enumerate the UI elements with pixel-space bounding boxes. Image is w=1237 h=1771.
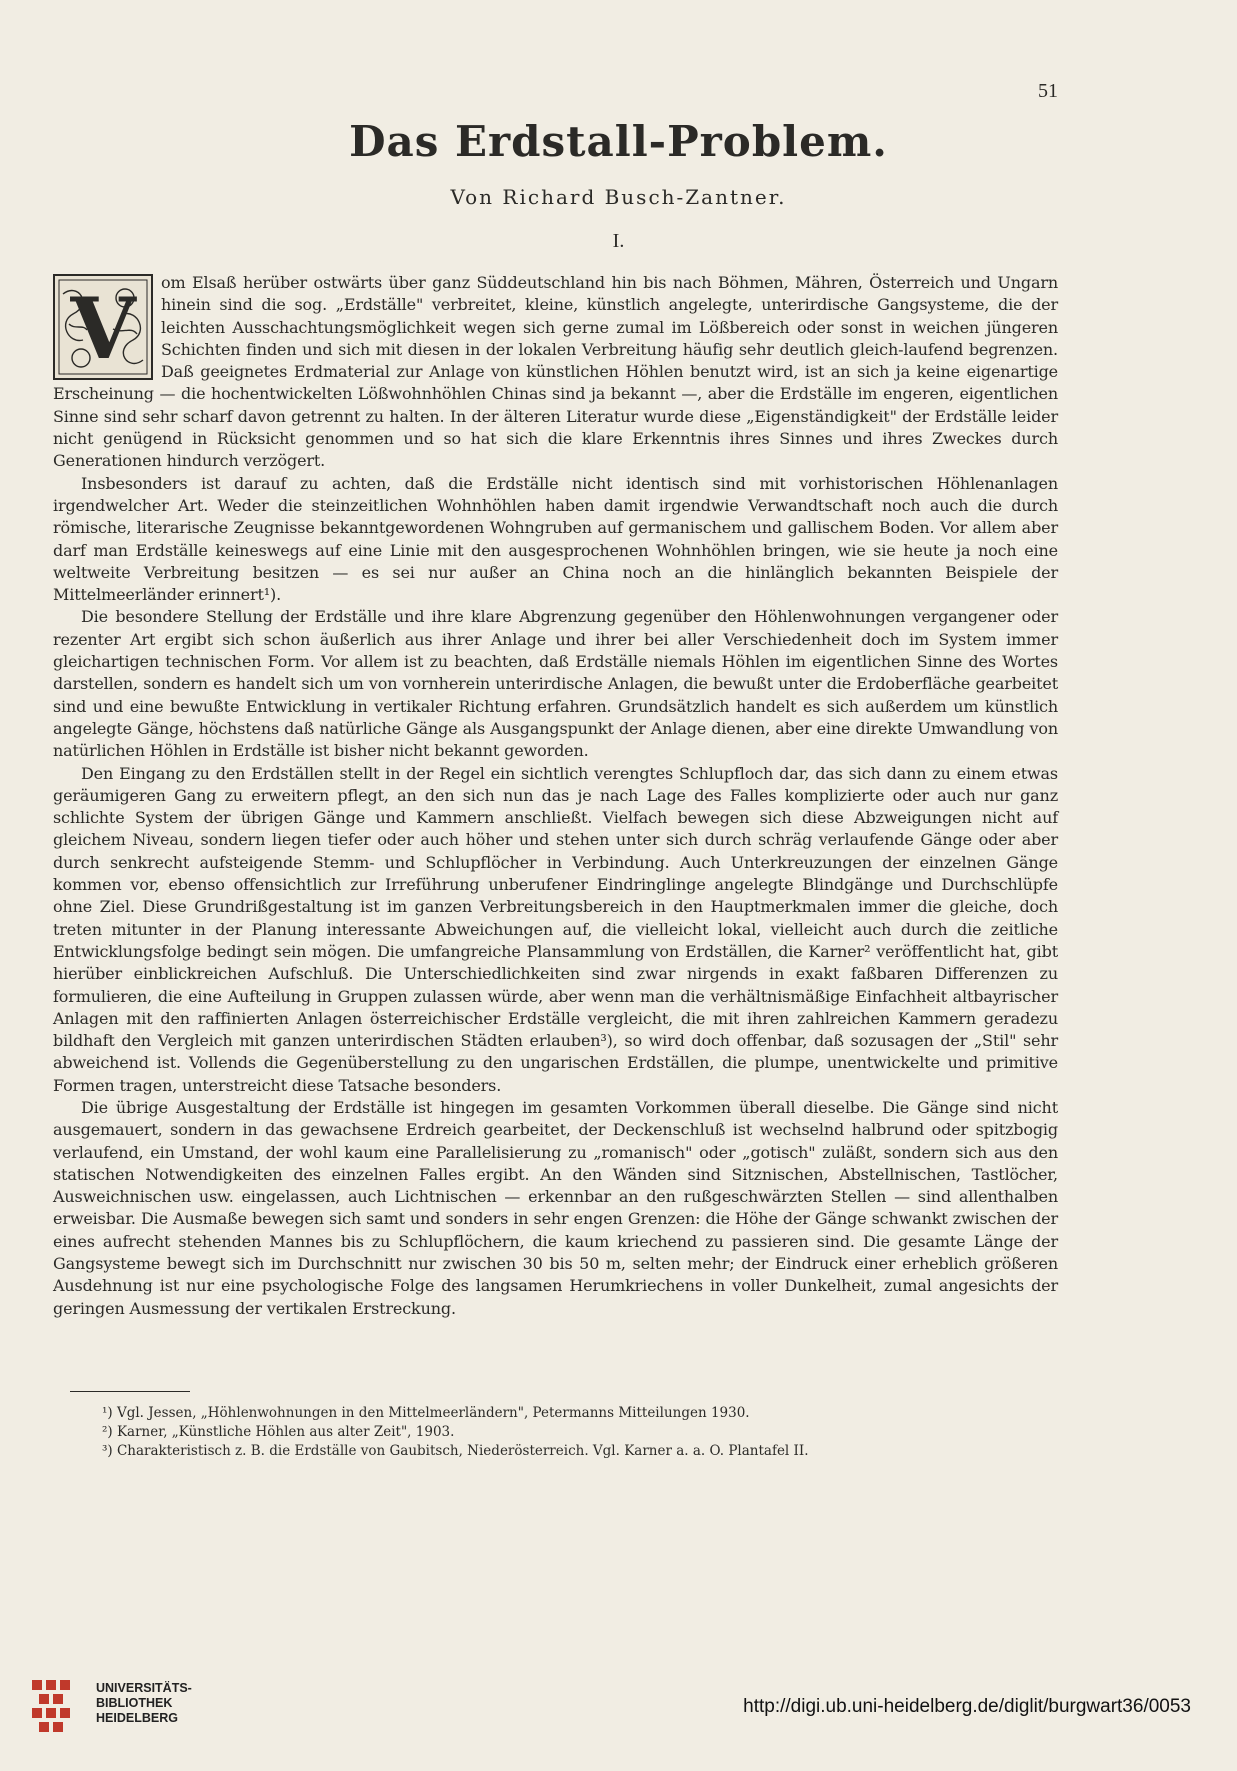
paragraph-5: Die übrige Ausgestaltung der Erdställe ist hingegen im gesamten Vorkommen überall dieselbe. Die Gänge sind nicht ausgemauert, sondern in das gewachsene Erdreich gearbeitet, der Deckenschluß ist wechselnd halbrund oder spitzbogig verlaufend, ein Umstand, der wohl kaum eine Parallelisierung zu „romanisch" oder „gotisch" zuläßt, sondern sich aus den statischen Notwendigkeiten des einzelnen Falles ergibt. An den Wänden sind Sitznischen, Abstellnischen, Tastlöcher, Ausweichnischen usw. eingelassen, auch Lichtnischen — erkennbar an den rußgeschwärzten Stellen — sind allenthalben erweisbar. Die Ausmaße bewegen sich samt und sonders in sehr engen Grenzen: die Höhe der Gänge schwankt zwischen der eines aufrecht stehenden Mannes bis zu Schlupflöchern, die kaum kriechend zu passieren sind. Die gesamte Länge der Gangsysteme bewegt sich im Durchschnitt nur zwischen 30 bis 50 m, selten mehr; der Eindruck einer erheblich größeren Ausdehnung ist nur eine psychologische Folge des langsamen Herumkriechens in voller Dunkelheit, zumal angesichts der geringen Ausmessung der vertikalen Erstreckung. (53, 1097, 1058, 1318)
source-url-link[interactable]: http://digi.ub.uni-heidelberg.de/diglit/burgwart36/0053 (743, 1696, 1191, 1717)
paragraph-1 (53, 272, 1058, 473)
page-number: 51 (1038, 80, 1058, 102)
footnote-1: ¹) Vgl. Jessen, „Höhlenwohnungen in den Mittelmeerländern", Petermanns Mitteilungen 1930. (102, 1405, 750, 1421)
footnote-3: ³) Charakteristisch z. B. die Erdställe von Gaubitsch, Niederösterreich. Vgl. Karner a. a. O. Plantafel II. (102, 1443, 809, 1459)
paragraph-4: Den Eingang zu den Erdställen stellt in der Regel ein sichtlich verengtes Schlupfloch dar, das sich dann zu einem etwas geräumigeren Gang zu erweitern pflegt, an den sich nun das je nach Lage des Falles komplizierte oder auch nur ganz schlichte System der übrigen Gänge und Kammern anschließt. Vielfach bewegen sich diese Abzweigungen nicht auf gleichem Niveau, sondern liegen tiefer oder auch höher und stehen unter sich durch schräg verlaufende Gänge oder aber durch senkrecht aufsteigende Stemm- und Schlupflöcher in Verbindung. Auch Unterkreuzungen der einzelnen Gänge kommen vor, ebenso offensichtlich zur Irreführung unberufener Eindringlinge angelegte Blindgänge und Durchschlüpfe ohne Ziel. Diese Grundrißgestaltung ist im ganzen Verbreitungsbereich in den Hauptmerkmalen immer die gleiche, doch treten mitunter in der Planung interessante Abweichungen auf, die vielleicht lokal, vielleicht auch durch die zeitliche Entwicklungsfolge bedingt sein mögen. Die umfangreiche Plansammlung von Erdställen, die Karner² veröffentlicht hat, gibt hierüber einblickreichen Aufschluß. Die Unterschiedlichkeiten sind zwar nirgends in exakt faßbaren Differenzen zu formulieren, die eine Aufteilung in Gruppen zulassen würde, aber wenn man die verhältnismäßige Einfachheit altbayrischer Anlagen mit den raffinierten Anlagen österreichischer Erdställe vergleicht, die mit ihren zahlreichen Kammern geradezu bildhaft den Vergleich mit ganzen unterirdischen Städten erlauben³), so wird doch offenbar, daß sozusagen der „Stil" sehr abweichend ist. Vollends die Gegenüberstellung zu den ungarischen Erdställen, die plumpe, unentwickelte und primitive Formen tragen, unterstreicht diese Tatsache besonders. (53, 763, 1058, 1095)
section-number: I. (612, 230, 625, 252)
article-author: Von Richard Busch-Zantner. (450, 185, 787, 209)
paragraph-3: Die besondere Stellung der Erdställe und ihre klare Abgrenzung gegenüber den Höhlenwohnungen vergangener oder rezenter Art ergibt sich schon äußerlich aus ihrer Anlage und ihrer bei aller Verschiedenheit doch im System immer gleichartigen technischen Form. Vor allem ist zu beachten, daß Erdställe niemals Höhlen im eigentlichen Sinne des Wortes darstellen, sondern es handelt sich um von vornherein unterirdische Anlagen, die bewußt unter die Erdoberfläche gearbeitet sind und eine bewußte Entwicklung in vertikaler Richtung erfahren. Grundsätzlich handelt es sich außerdem um künstlich angelegte Gänge, höchstens daß natürliche Gänge als Ausgangspunkt der Anlage dienen, aber eine direkte Umwandlung von natürlichen Höhlen in Erdställe ist bisher nicht bekannt geworden. (53, 607, 1058, 761)
initial-letter: V (70, 279, 136, 378)
library-name-line-1: UNIVERSITÄTS- (96, 1681, 192, 1695)
article-title: Das Erdstall-Problem. (349, 117, 888, 166)
footnote-2: ²) Karner, „Künstliche Höhlen aus alter Zeit", 1903. (102, 1424, 455, 1440)
library-name-line-2: BIBLIOTHEK (96, 1696, 173, 1710)
article-body (53, 272, 1058, 1320)
footnote-divider (70, 1391, 190, 1392)
library-name-line-3: HEIDELBERG (96, 1711, 178, 1725)
paragraph-1-text: om Elsaß herüber ostwärts über ganz Süddeutschland hin bis nach Böhmen, Mähren, Österreich und Ungarn hinein sind die sog. „Erdställe" verbreitet, kleine, künstlich angelegte, unterirdische Gangsysteme, die der leichten Ausschachtungsmöglichkeit wegen sich gerne zumal im Lößbereich oder sonst in weichen jüngeren Schichten finden und sich mit diesen in der lokalen Verbreitung häufig sehr deutlich gleich-laufend begrenzen. Daß geeignetes Erdmaterial zur Anlage von künstlichen Höhlen benutzt wird, ist an sich ja keine eigenartige Erscheinung — die hochentwickelten Lößwohnhöhlen Chinas sind ja bekannt —, aber die Erdställe im engeren, eigentlichen Sinne sind sehr scharf davon getrennt zu halten. In der älteren Literatur wurde diese „Eigenständigkeit" der Erdställe leider nicht genügend in Rücksicht genommen und so hat sich die klare Erkenntnis ihres Sinnes und ihres Zweckes durch Generationen hindurch verzögert. (53, 273, 1058, 471)
paragraph-2: Insbesonders ist darauf zu achten, daß die Erdställe nicht identisch sind mit vorhistorischen Höhlenanlagen irgendwelcher Art. Weder die steinzeitlichen Wohnhöhlen haben damit irgendwie Verwandtschaft noch auch die durch römische, literarische Zeugnisse bekanntgewordenen Wohngruben auf germanischem und gallischem Boden. Vor allem aber darf man Erdställe keineswegs auf eine Linie mit den ausgesprochenen Wohnhöhlen bringen, wie sie heute ja noch eine weltweite Verbreitung besitzen — es sei nur außer an China noch an die hinlänglich bekannten Beispiele der Mittelmeerländer erinnert¹). (53, 473, 1058, 605)
ornamental-initial-icon (53, 274, 153, 380)
footnotes (102, 1404, 1062, 1461)
library-name[interactable] (96, 1681, 192, 1726)
